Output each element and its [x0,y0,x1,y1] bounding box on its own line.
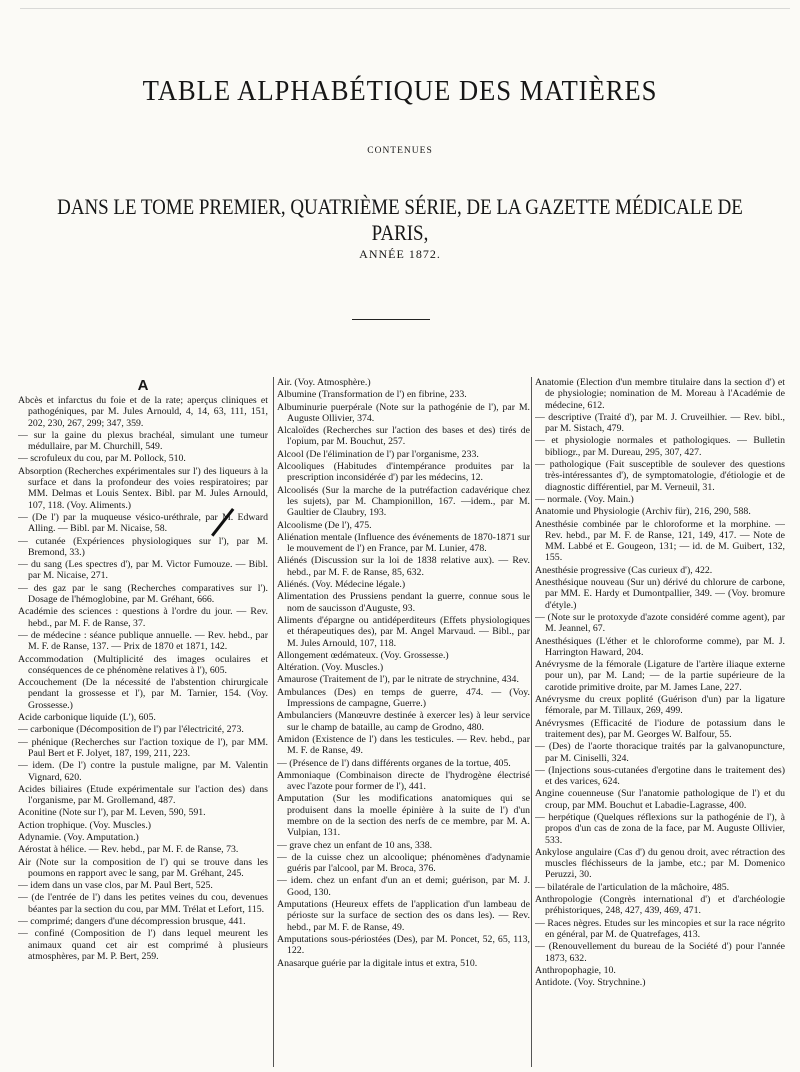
index-entry: Adynamie. (Voy. Amputation.) [18,831,139,843]
index-entry: — scrofuleux du cou, par M. Pollock, 510. [18,453,186,465]
index-entry: Anatomie und Physiologie (Archiv für), 216, 290, 588. [535,506,751,518]
index-entry: Amputations (Heureux effets de l'application d'un lambeau de périoste sur la surface de section des os dans les). — Rev. hebd., par M. F. de Ranse, 49. [277,899,530,933]
index-entry: Anthropologie (Congrès international d') et d'archéologie préhistoriques, 248, 427, 439, 469, 471. [535,894,785,917]
page-subtitle: DANS LE TOME PREMIER, QUATRIÈME SÉRIE, DE LA GAZETTE MÉDICALE DE PARIS, [57,194,743,245]
index-entry: Alcoolisme (De l'), 475. [277,519,372,531]
bleed-through-header [20,0,790,9]
index-entry: Alcooliques (Habitudes d'intempérance produites par la prescription inconsidérée d') par les médecins, 12. [277,461,530,484]
index-entry: Absorption (Recherches expérimentales sur l') des liqueurs à la surface et dans la profondeur des voies respiratoires; par MM. Delmas et Louis Sentex. Bibl. par M. Jules Arnould, 107, 118. (Voy. Aliments.) [18,465,268,511]
column-divider [531,377,532,1067]
index-entry: Aliments d'épargne ou antidéperditeurs (Effets physiologiques et thérapeutiques des), par M. Angel Marvaud. — Bibl., par M. Jules Arnould, 107, 118. [277,614,530,649]
index-entry: — (Injections sous-cutanées d'ergotine dans le traitement des) et des varices, 624. [535,764,785,788]
index-entry: Amaurose (Traitement de l'), par le nitrate de strychnine, 434. [277,674,519,686]
index-entry: Antidote. (Voy. Strychnine.) [535,977,646,989]
index-entry: Alcaloïdes (Recherches sur l'action des bases et des) tirés de l'opium, par M. Bouchut, 257. [277,425,530,448]
index-entry: Aliénés (Discussion sur la loi de 1838 relative aux). — Rev. hebd., par M. F. de Ranse, 85, 632. [277,555,530,578]
index-entry: Académie des sciences : questions à l'ordre du jour. — Rev. hebd., par M. F. de Ranse, 37. [18,606,268,629]
index-entry: — des gaz par le sang (Recherches comparatives sur l'). Dosage de l'hémoglobine, par M. Gréhant, 666. [18,582,268,606]
index-column-1 [18,377,268,1067]
index-entry: Aliénation mentale (Influence des événements de 1870-1871 sur le mouvement de l') en France, par M. Lunier, 478. [277,531,530,555]
index-entry: — idem. chez un enfant d'un an et demi; guérison, par M. J. Good, 130. [277,875,530,898]
index-entry: Allongement œdémateux. (Voy. Grossesse.) [277,649,449,661]
index-entry: — phénique (Recherches sur l'action toxique de l'), par MM. Paul Bert et F. Jolyet, 187, 199, 211, 223. [18,736,268,759]
index-entry: — carbonique (Décomposition de l') par l'électricité, 273. [18,724,244,736]
index-entry: — de la cuisse chez un alcoolique; phénomènes d'adynamie guéris par l'alcool, par M. Broca, 376. [277,851,530,875]
index-entry: Anesthésique nouveau (Sur un) dérivé du chlorure de carbone, par MM. E. Hardy et Dumontpallier, 349. — (Voy. bromure d'étyle.) [535,577,785,611]
index-column-2 [277,377,530,1067]
index-entry: Albumine (Transformation de l') en fibrine, 233. [277,389,467,401]
index-entry: — pathologique (Fait susceptible de soulever des questions très-intéressantes d'), de symptomatologie, d'étiologie et de diagnostic différentiel, par M. Verneuil, 31. [535,459,785,493]
index-entry: — sur la gaine du plexus brachéal, simulant une tumeur médullaire, par M. Churchill, 549. [18,429,268,453]
index-entry: — idem. (De l') contre la pustule maligne, par M. Valentin Vignard, 620. [18,760,268,783]
index-entry: Anatomie (Election d'un membre titulaire dans la section d') et de physiologie; nomination de M. Moreau à l'Académie de médecine, 612. [535,377,785,411]
year-label: ANNÉE 1872. [359,247,441,261]
index-entry: Accommodation (Multiplicité des images oculaires et conséquences de ce phénomène relatives à l'), 605. [18,653,268,676]
index-entry: — du sang (Les spectres d'), par M. Victor Fumouze. — Bibl. par M. Nicaise, 271. [18,559,268,582]
index-entry: — herpétique (Quelques réflexions sur la pathogénie de l'), à propos d'un cas de zona de la face, par M. Auguste Ollivier, 533. [535,811,785,846]
contenues-label: CONTENUES [367,146,433,156]
index-entry: Aliénés. (Voy. Médecine légale.) [277,579,406,591]
index-entry: Alcoolisés (Sur la marche de la putréfaction cadavérique chez les sujets), par M. Championillon, 167. —idem., par M. Gaultier de Claubry, 193. [277,484,530,519]
index-entry: Ankylose angulaire (Cas d') du genou droit, avec rétraction des muscles fléchisseurs de la jambe, etc.; par M. Domenico Peruzzi, 30. [535,846,785,881]
index-entry: Amputation (Sur les modifications anatomiques qui se produisent dans la moelle épinière à la suite de l') d'un membre on de la section des nerfs de ce membre, par M. A. Vulpian, 131. [277,793,530,839]
index-entry: Ambulanciers (Manœuvre destinée à exercer les) à leur service sur le champ de bataille, au camp de Grodno, 480. [277,710,530,733]
index-entry: Angine couenneuse (Sur l'anatomie pathologique de l') et du croup, par MM. Bouchut et Labadie-Lagrasse, 400. [535,788,785,811]
index-entry: Anesthésie combinée par le chloroforme et la morphine. — Rev. hebd., par M. F. de Ranse, 121, 149, 417. — Note de MM. Labbé et E. Gougeon, 131; — id. de M. Guibert, 132, 155. [535,518,785,564]
index-entry: — bilatérale de l'articulation de la mâchoire, 485. [535,881,730,893]
index-entry: Action trophique. (Voy. Muscles.) [18,819,152,831]
index-entry: — (Note sur le protoxyde d'azote considéré comme agent), par M. Jeannel, 67. [535,611,785,635]
index-entry: Alimentation des Prussiens pendant la guerre, connue sous le nom de saucisson d'Auguste, 93. [277,591,530,614]
index-entry: — (Présence de l') dans différents organes de la tortue, 405. [277,757,511,769]
index-entry: Albuminurie puerpérale (Note sur la pathogénie de l'), par M. Auguste Ollivier, 374. [277,401,530,424]
index-entry: — comprimé; dangers d'une décompression brusque, 441. [18,916,246,928]
index-entry: Ammoniaque (Combinaison directe de l'hydrogène électrisé avec l'azote pour former de l'), 441. [277,769,530,793]
index-entry: Anévrysme du creux poplité (Guérison d'un) par la ligature fémorale, par M. Tillaux, 269, 499. [535,694,785,717]
column-divider [273,377,274,1067]
index-entry: Air (Note sur la composition de l') qui se trouve dans les poumons en rapport avec le sang, par M. Gréhant, 245. [18,856,268,879]
index-entry: — et physiologie normales et pathologiques. — Bulletin bibliogr., par M. Dureau, 295, 307, 427. [535,435,785,458]
index-entry: — normale. (Voy. Main.) [535,493,634,505]
page-title: TABLE ALPHABÉTIQUE DES MATIÈRES [142,75,658,107]
section-letter: A [137,377,149,394]
index-entry: Anévrysmes (Efficacité de l'iodure de potassium dans le traitement des), par M. Georges W. Balfour, 55. [535,717,785,740]
index-entry: — cutanée (Expériences physiologiques sur l'), par M. Bremond, 33.) [18,535,268,558]
index-entry: — (De l') par la muqueuse vésico-uréthrale, par M. Edward Alling. — Bibl. par M. Nicaise, 58. [18,511,268,535]
index-entry: — (Renouvellement du bureau de la Société d') pour l'année 1873, 632. [535,941,785,964]
index-entry: Air. (Voy. Atmosphère.) [277,377,371,388]
index-entry: Aconitine (Note sur l'), par M. Leven, 590, 591. [18,807,206,819]
index-entry: — grave chez un enfant de 10 ans, 338. [277,839,433,851]
index-entry: Anthropophagie, 10. [535,964,616,976]
index-entry: — de médecine : séance publique annuelle. — Rev. hebd., par M. F. de Ranse, 137. — Prix de 1870 et 1871, 142. [18,629,268,653]
title-divider [352,319,430,320]
index-entry: — descriptive (Traité d'), par M. J. Cruveilhier. — Rev. bibl., par M. Sistach, 479. [535,411,785,435]
index-entry: Altération. (Voy. Muscles.) [277,662,384,674]
index-entry: — idem dans un vase clos, par M. Paul Bert, 525. [18,880,213,892]
index-entry: Anasarque guérie par la digitale intus et extra, 510. [277,957,478,969]
index-entry: Acides biliaires (Etude expérimentale sur l'action des) dans l'organisme, par M. Grollemand, 487. [18,783,268,807]
index-entry: — (de l'entrée de l') dans les petites veines du cou, devenues béantes par la section du cou, par MM. Trélat et Lefort, 115. [18,892,268,915]
index-entry: Alcool (De l'élimination de l') par l'organisme, 233. [277,448,479,460]
index-entry: Accouchement (De la nécessité de l'abstention chirurgicale pendant la grossesse et l'), par M. Tarnier, 154. (Voy. Grossesse.) [18,677,268,711]
index-entry: — confiné (Composition de l') dans lequel meurent les animaux quand cet air est comprimé à plusieurs atmosphères, par M. P. Bert, 259. [18,928,268,962]
index-entry: Amputations sous-périostées (Des), par M. Poncet, 52, 65, 113, 122. [277,933,530,957]
index-entry: Acide carbonique liquide (L'), 605. [18,712,156,724]
index-entry: Ambulances (Des) en temps de guerre, 474. — (Voy. Impressions de campagne, Guerre.) [277,686,530,710]
index-entry: Anesthésiques (L'éther et le chloroforme comme), par M. J. Harrington Haward, 204. [535,635,785,658]
index-entry: — Races nègres. Etudes sur les mincopies et sur la race négrito en général, par M. de Quatrefages, 413. [535,917,785,940]
index-entry: Abcès et infarctus du foie et de la rate; aperçus cliniques et pathogéniques, par M. Jules Arnould, 4, 14, 63, 111, 151, 202, 230, 267, 299; 347, 359. [18,395,268,429]
index-entry: Anévrysme de la fémorale (Ligature de l'artère iliaque externe pour un), par M. Land; — de la partie supérieure de la carotide primitive droite, par M. James Lane, 227. [535,659,785,693]
index-entry: Aérostat à hélice. — Rev. hebd., par M. F. de Ranse, 73. [18,844,239,856]
index-entry: Anesthésie progressive (Cas curieux d'), 422. [535,564,713,576]
index-column-3 [535,377,785,1067]
index-entry: — (Des) de l'aorte thoracique traités par la galvanopuncture, par M. Ciniselli, 324. [535,741,785,764]
index-entry: Amidon (Existence de l') dans les testicules. — Rev. hebd., par M. F. de Ranse, 49. [277,733,530,757]
